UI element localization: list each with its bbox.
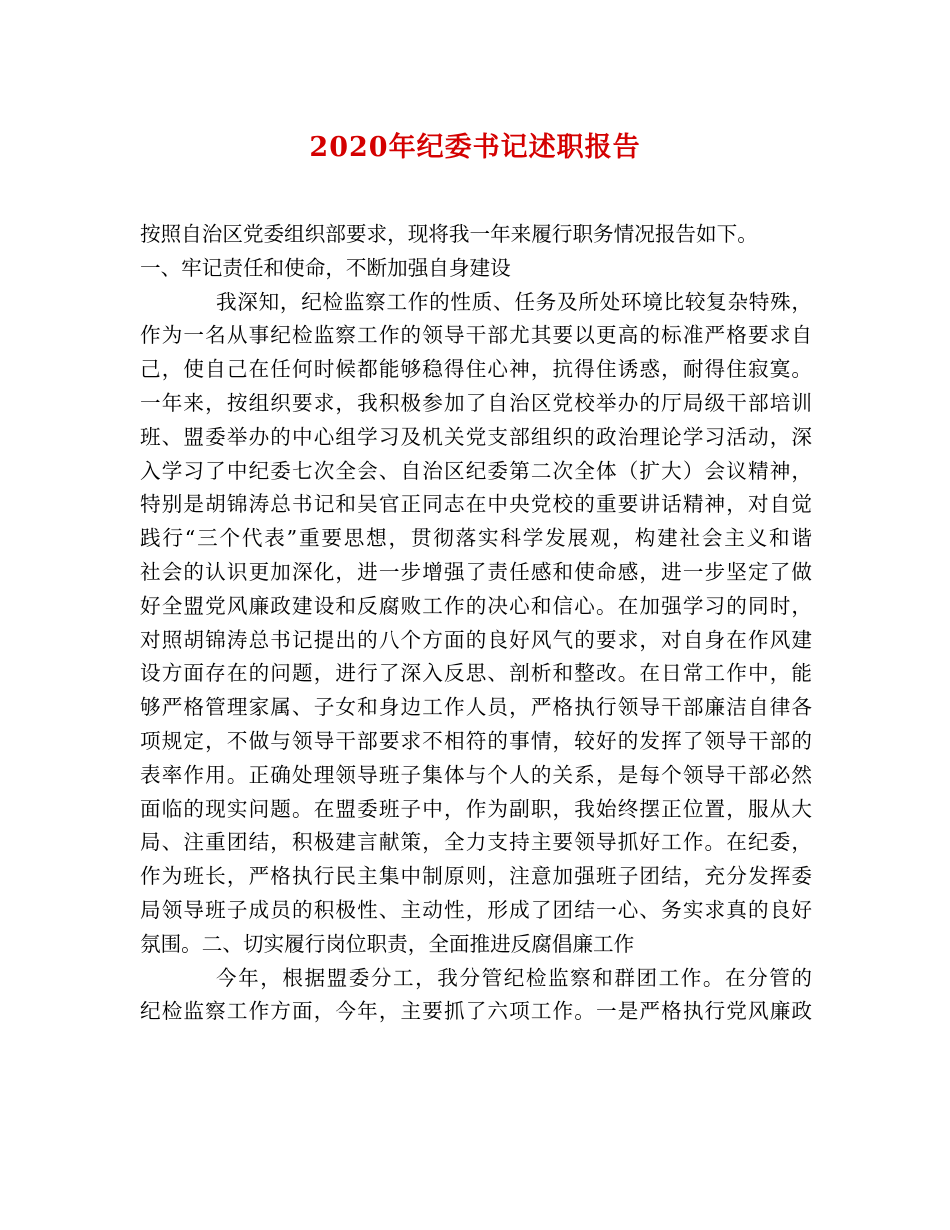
body-line: 面临的现实问题。在盟委班子中，作为副职，我始终摆正位置，服从大	[140, 796, 812, 821]
body-line: 作为一名从事纪检监察工作的领导干部尤其要以更高的标准严格要求自	[140, 323, 812, 348]
body-line: 一年来，按组织要求，我积极参加了自治区党校举办的厅局级干部培训	[140, 390, 812, 415]
body-line: 氛围。二、切实履行岗位职责，全面推进反腐倡廉工作	[140, 931, 635, 956]
body-line: 好全盟党风廉政建设和反腐败工作的决心和信心。在加强学习的同时，	[140, 593, 812, 618]
body-line: 作为班长，严格执行民主集中制原则，注意加强班子团结，充分发挥委	[140, 864, 812, 889]
body-line: 够严格管理家属、子女和身边工作人员，严格执行领导干部廉洁自律各	[140, 695, 812, 720]
body-line: 局领导班子成员的积极性、主动性，形成了团结一心、务实求真的良好	[140, 897, 812, 922]
body-line: 局、注重团结，积极建言献策，全力支持主要领导抓好工作。在纪委，	[140, 830, 812, 855]
body-line: 按照自治区党委组织部要求，现将我一年来履行职务情况报告如下。	[140, 222, 758, 246]
body-line: 一、牢记责任和使命，不断加强自身建设	[140, 255, 511, 280]
body-line: 今年，根据盟委分工，我分管纪检监察和群团工作。在分管的	[216, 965, 812, 990]
document-title: 2020年纪委书记述职报告	[309, 132, 641, 163]
body-line: 社会的认识更加深化，进一步增强了责任感和使命感，进一步坚定了做	[140, 559, 812, 584]
body-line: 入学习了中纪委七次全会、自治区纪委第二次全体（扩大）会议精神，	[140, 458, 812, 483]
body-line: 班、盟委举办的中心组学习及机关党支部组织的政治理论学习活动，深	[140, 424, 812, 449]
document-body	[140, 218, 812, 1029]
body-line: 特别是胡锦涛总书记和吴官正同志在中央党校的重要讲话精神，对自觉	[140, 492, 812, 517]
body-line: 设方面存在的问题，进行了深入反思、剖析和整改。在日常工作中，能	[140, 661, 812, 686]
body-line: 对照胡锦涛总书记提出的八个方面的良好风气的要求，对自身在作风建	[140, 627, 812, 652]
body-line: 己，使自己在任何时候都能够稳得住心神，抗得住诱惑，耐得住寂寞。	[140, 357, 812, 382]
body-line: 我深知，纪检监察工作的性质、任务及所处环境比较复杂特殊，	[216, 289, 812, 314]
body-line: 纪检监察工作方面，今年，主要抓了六项工作。一是严格执行党风廉政	[140, 999, 812, 1024]
body-line: 项规定，不做与领导干部要求不相符的事情，较好的发挥了领导干部的	[140, 728, 812, 753]
body-line: 表率作用。正确处理领导班子集体与个人的关系，是每个领导干部必然	[140, 762, 812, 787]
body-line: 践行“三个代表”重要思想，贯彻落实科学发展观，构建社会主义和谐	[140, 526, 812, 551]
